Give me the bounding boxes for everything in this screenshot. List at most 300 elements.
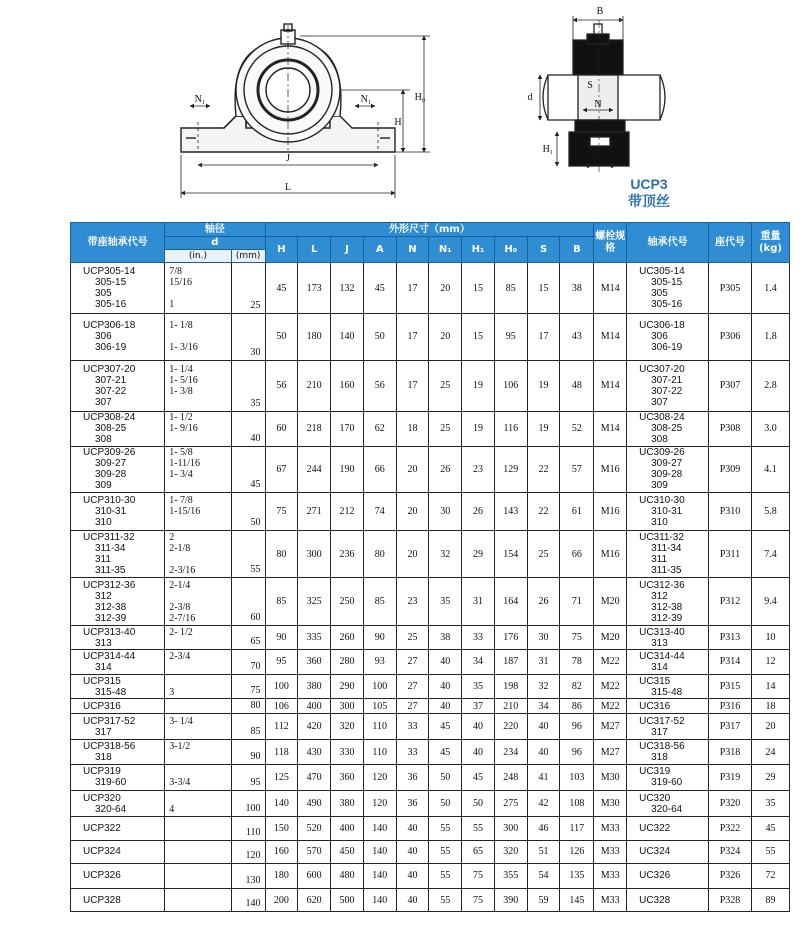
cell-line: 311 [651, 554, 668, 566]
table-row [71, 674, 790, 699]
cell-line: 2-7/16 [169, 612, 196, 624]
dim-l: 470 [298, 765, 331, 791]
dim-l: 218 [298, 411, 331, 446]
cell-line: 307 [95, 396, 112, 408]
cell-line: 4 [169, 803, 175, 815]
housing-code: P311 [709, 530, 752, 577]
dim-bolt: M22 [594, 650, 627, 675]
cell-line [169, 752, 229, 763]
label-a: A [596, 155, 604, 166]
cell-line: 1- 5/8 [169, 447, 193, 459]
dim-j: 330 [331, 740, 364, 765]
dim-l: 400 [298, 699, 331, 713]
dim-n1: 55 [429, 889, 462, 912]
cell-line: 310-31 [651, 505, 683, 517]
header-bearing-code: 轴承代号 [627, 223, 709, 263]
cell-line: UC308-24 [639, 412, 685, 424]
dim-h0: 198 [494, 674, 527, 699]
cell-line: 15/16 [169, 277, 192, 289]
dim-h0: 275 [494, 790, 527, 817]
dim-bolt: M22 [594, 699, 627, 713]
cell-line: 311 [95, 554, 111, 566]
dim-s: 19 [527, 411, 560, 446]
dim-n1: 55 [429, 863, 462, 889]
dim-j: 236 [331, 530, 364, 577]
cell-line: 1- 9/16 [169, 423, 198, 435]
dim-s: 32 [527, 674, 560, 699]
header-H0: H₀ [494, 237, 527, 263]
dim-n: 17 [396, 263, 429, 314]
label-j: J [286, 153, 290, 164]
dim-j: 140 [331, 314, 364, 360]
dim-h: 150 [265, 817, 298, 841]
bearing-code [627, 765, 709, 791]
dim-h1: 65 [462, 841, 495, 864]
dim-j: 250 [331, 578, 364, 626]
dim-l: 620 [298, 889, 331, 912]
shaft-mm: 50 [231, 493, 265, 531]
housing-code: P326 [709, 863, 752, 889]
housing-code: P319 [709, 765, 752, 791]
dim-a: 120 [363, 765, 396, 791]
cell-line [169, 870, 229, 881]
dim-h: 140 [265, 790, 298, 817]
dim-s: 42 [527, 790, 560, 817]
bearing-code [627, 841, 709, 864]
dim-a: 120 [363, 790, 396, 817]
dim-a: 62 [363, 411, 396, 446]
cell-line: 311-34 [95, 543, 126, 555]
bearing-code [627, 446, 709, 492]
dim-j: 400 [331, 817, 364, 841]
cell-line: 310-31 [95, 505, 127, 517]
weight: 7.4 [752, 530, 790, 577]
cell-line [169, 554, 229, 565]
cell-line [169, 662, 229, 673]
table-row [71, 530, 790, 577]
dim-n: 20 [396, 493, 429, 531]
dim-h0: 220 [494, 713, 527, 740]
cell-line: 7/8 [169, 266, 182, 278]
housing-code: P309 [709, 446, 752, 492]
cell-line: UC309-26 [639, 447, 685, 459]
cell-line: UCP308-24 [83, 412, 136, 424]
housing-bearing-code [71, 263, 165, 314]
dim-h1: 37 [462, 699, 495, 713]
bearing-code [627, 790, 709, 817]
dim-b: 117 [560, 817, 594, 841]
dim-bolt: M27 [594, 713, 627, 740]
table-row [71, 578, 790, 626]
shaft-mm: 25 [231, 263, 265, 314]
cell-line: UCP310-30 [83, 494, 136, 506]
weight: 9.4 [752, 578, 790, 626]
cell-line [169, 766, 229, 777]
cell-line: 3- 1/4 [169, 715, 193, 727]
dim-a: 93 [363, 650, 396, 675]
cell-line [169, 288, 229, 299]
inch-size [165, 626, 232, 650]
cell-line: UCP328 [83, 894, 121, 906]
cell-line: 314 [95, 661, 112, 673]
dim-h0: 106 [494, 360, 527, 411]
dim-n: 17 [396, 360, 429, 411]
weight: 18 [752, 699, 790, 713]
cell-line: 313 [651, 637, 668, 649]
dim-l: 325 [298, 578, 331, 626]
dim-n1: 25 [429, 360, 462, 411]
dim-n: 27 [396, 674, 429, 699]
inch-size [165, 650, 232, 675]
header-N1: N₁ [429, 237, 462, 263]
dim-n: 20 [396, 446, 429, 492]
bearing-code [627, 578, 709, 626]
dim-bolt: M30 [594, 790, 627, 817]
dim-h0: 234 [494, 740, 527, 765]
cell-line [169, 331, 229, 342]
dim-bolt: M27 [594, 740, 627, 765]
bearing-code [627, 817, 709, 841]
housing-code: P313 [709, 626, 752, 650]
table-row [71, 740, 790, 765]
cell-line: 305-15 [95, 277, 127, 289]
cell-line [169, 517, 229, 528]
cell-line [169, 727, 229, 738]
housing-bearing-code [71, 674, 165, 699]
inch-size [165, 446, 232, 492]
dim-h: 60 [265, 411, 298, 446]
header-A: A [363, 237, 396, 263]
cell-line: UC306-18 [639, 320, 685, 332]
dim-n: 18 [396, 411, 429, 446]
dim-n1: 50 [429, 765, 462, 791]
cell-line: UC319 [639, 766, 671, 778]
dim-s: 25 [527, 530, 560, 577]
dim-j: 160 [331, 360, 364, 411]
housing-code: P315 [709, 674, 752, 699]
cell-line [169, 480, 229, 491]
dim-s: 30 [527, 626, 560, 650]
inch-size [165, 314, 232, 360]
dim-h0: 210 [494, 699, 527, 713]
dim-b: 145 [560, 889, 594, 912]
cell-line [169, 638, 229, 649]
housing-code: P308 [709, 411, 752, 446]
bearing-code [627, 626, 709, 650]
dim-s: 31 [527, 650, 560, 675]
dim-bolt: M33 [594, 817, 627, 841]
dim-h0: 390 [494, 889, 527, 912]
label-b: B [596, 6, 604, 17]
dim-n: 40 [396, 841, 429, 864]
dim-b: 61 [560, 493, 594, 531]
dim-h0: 320 [494, 841, 527, 864]
dim-h: 125 [265, 765, 298, 791]
housing-code: P307 [709, 360, 752, 411]
header-housing-code: 座代号 [709, 223, 752, 263]
table-row [71, 765, 790, 791]
header-bolt: 螺栓规格 [594, 223, 627, 263]
dim-h: 200 [265, 889, 298, 912]
label-s: S [587, 80, 593, 91]
dim-h1: 40 [462, 713, 495, 740]
dim-h1: 50 [462, 790, 495, 817]
dim-n1: 20 [429, 263, 462, 314]
dim-a: 74 [363, 493, 396, 531]
dim-n: 25 [396, 626, 429, 650]
technical-drawings [0, 0, 810, 220]
dim-h1: 45 [462, 765, 495, 791]
dim-bolt: M33 [594, 863, 627, 889]
dim-n: 27 [396, 650, 429, 675]
inch-size [165, 530, 232, 577]
label-h0: H₀ [414, 92, 426, 103]
dim-n1: 35 [429, 578, 462, 626]
housing-code: P318 [709, 740, 752, 765]
dim-j: 500 [331, 889, 364, 912]
inch-size [165, 699, 232, 713]
label-h1: H₁ [542, 144, 554, 155]
housing-code: P317 [709, 713, 752, 740]
cell-line: UC305-14 [639, 266, 685, 278]
housing-bearing-code [71, 863, 165, 889]
dim-h0: 95 [494, 314, 527, 360]
cell-line: UCP307-20 [83, 363, 136, 375]
cell-line: 312-39 [651, 612, 683, 624]
cell-line: 1- 1/4 [169, 363, 193, 375]
cell-line: 309-28 [651, 469, 683, 481]
housing-code: P314 [709, 650, 752, 675]
weight: 20 [752, 713, 790, 740]
inch-size [165, 493, 232, 531]
table-row [71, 790, 790, 817]
cell-line: 307-21 [651, 374, 683, 386]
dim-s: 22 [527, 493, 560, 531]
dim-n1: 40 [429, 674, 462, 699]
shaft-mm: 110 [231, 817, 265, 841]
inch-size [165, 790, 232, 817]
dim-n: 27 [396, 699, 429, 713]
dim-h0: 300 [494, 817, 527, 841]
dim-h: 180 [265, 863, 298, 889]
dim-j: 280 [331, 650, 364, 675]
dim-h1: 34 [462, 650, 495, 675]
dim-l: 570 [298, 841, 331, 864]
cell-line: 314 [651, 661, 668, 673]
bearing-code [627, 699, 709, 713]
dim-b: 75 [560, 626, 594, 650]
dim-h1: 75 [462, 863, 495, 889]
shaft-mm: 75 [231, 674, 265, 699]
series-note: 带顶丝 [628, 193, 670, 209]
table-row [71, 650, 790, 675]
cell-line: UC314-44 [639, 650, 685, 662]
cell-line: UCP316 [83, 700, 121, 712]
cell-line: 309 [95, 480, 112, 492]
dim-s: 59 [527, 889, 560, 912]
cell-line: 1- 3/16 [169, 342, 198, 354]
cell-line: 1- 1/8 [169, 320, 193, 332]
side-view-drawing [543, 24, 665, 166]
cell-line: 1- 1/2 [169, 412, 193, 424]
cell-line [169, 793, 229, 804]
dim-b: 96 [560, 713, 594, 740]
cell-line: 307-22 [95, 385, 127, 397]
table-row [71, 626, 790, 650]
inch-size [165, 713, 232, 740]
housing-code: P328 [709, 889, 752, 912]
dim-bolt: M16 [594, 493, 627, 531]
cell-line: UCP324 [83, 846, 121, 858]
housing-bearing-code [71, 626, 165, 650]
dim-h: 118 [265, 740, 298, 765]
dim-l: 335 [298, 626, 331, 650]
dim-n: 23 [396, 578, 429, 626]
cell-line: 310 [651, 516, 668, 528]
bearing-code [627, 713, 709, 740]
weight: 10 [752, 626, 790, 650]
housing-bearing-code [71, 360, 165, 411]
housing-bearing-code [71, 765, 165, 791]
dim-n1: 45 [429, 740, 462, 765]
bearing-code [627, 360, 709, 411]
cell-line: UC318-56 [639, 741, 685, 753]
cell-line: 307-22 [651, 385, 683, 397]
dim-l: 210 [298, 360, 331, 411]
cell-line: UCP306-18 [83, 320, 136, 332]
cell-line: 3-1/2 [169, 741, 191, 753]
cell-line: 315-48 [95, 686, 127, 698]
cell-line: 305-16 [651, 299, 683, 311]
dim-n1: 38 [429, 626, 462, 650]
dim-n1: 55 [429, 817, 462, 841]
header-L: L [298, 237, 331, 263]
dim-b: 66 [560, 530, 594, 577]
table-row [71, 263, 790, 314]
inch-size [165, 863, 232, 889]
weight: 12 [752, 650, 790, 675]
inch-size [165, 740, 232, 765]
dim-h1: 15 [462, 314, 495, 360]
weight: 1.8 [752, 314, 790, 360]
cell-line: 2-3/4 [169, 650, 191, 662]
dim-n1: 45 [429, 713, 462, 740]
dim-n: 33 [396, 713, 429, 740]
bearing-code [627, 263, 709, 314]
weight: 72 [752, 863, 790, 889]
dim-s: 51 [527, 841, 560, 864]
dim-bolt: M16 [594, 530, 627, 577]
table-row [71, 360, 790, 411]
dim-h1: 55 [462, 817, 495, 841]
cell-line: 1 [169, 299, 175, 311]
bearing-code [627, 530, 709, 577]
spec-table [70, 222, 790, 912]
housing-bearing-code [71, 817, 165, 841]
cell-line: 305 [651, 288, 668, 300]
dim-n: 33 [396, 740, 429, 765]
housing-code: P306 [709, 314, 752, 360]
dim-h: 95 [265, 650, 298, 675]
cell-line: 311-34 [651, 543, 682, 555]
dim-n: 36 [396, 790, 429, 817]
dim-s: 40 [527, 740, 560, 765]
cell-line: UC310-30 [639, 494, 685, 506]
inch-size [165, 360, 232, 411]
header-d: d [165, 237, 265, 250]
housing-bearing-code [71, 713, 165, 740]
cell-line: UCP305-14 [83, 266, 136, 278]
cell-line [169, 701, 229, 712]
dim-h: 50 [265, 314, 298, 360]
housing-bearing-code [71, 650, 165, 675]
bearing-code [627, 674, 709, 699]
cell-line [169, 397, 229, 408]
header-dims: 外形尺寸（mm） [265, 223, 594, 237]
housing-code: P316 [709, 699, 752, 713]
cell-line: UC326 [639, 870, 671, 882]
dim-a: 110 [363, 740, 396, 765]
dim-b: 86 [560, 699, 594, 713]
cell-line: 311-35 [95, 565, 126, 577]
dim-l: 271 [298, 493, 331, 531]
dim-b: 103 [560, 765, 594, 791]
cell-line: 1- 3/8 [169, 385, 193, 397]
cell-line: UCP312-36 [83, 579, 136, 591]
housing-bearing-code [71, 446, 165, 492]
dim-n1: 50 [429, 790, 462, 817]
dim-a: 56 [363, 360, 396, 411]
shaft-mm: 65 [231, 626, 265, 650]
cell-line: 308-25 [651, 423, 683, 435]
bearing-code [627, 740, 709, 765]
dim-b: 57 [560, 446, 594, 492]
housing-code: P320 [709, 790, 752, 817]
cell-line [169, 846, 229, 857]
table-row [71, 889, 790, 912]
dim-h: 75 [265, 493, 298, 531]
table-row [71, 699, 790, 713]
front-view-drawing [181, 24, 395, 152]
dim-s: 15 [527, 263, 560, 314]
inch-size [165, 411, 232, 446]
cell-line: 3-3/4 [169, 777, 191, 789]
weight: 5.8 [752, 493, 790, 531]
label-h: H [394, 117, 402, 128]
dim-n: 20 [396, 530, 429, 577]
dim-b: 126 [560, 841, 594, 864]
spec-table-body [71, 263, 790, 912]
weight: 2.8 [752, 360, 790, 411]
dim-j: 190 [331, 446, 364, 492]
dim-b: 96 [560, 740, 594, 765]
bearing-code [627, 493, 709, 531]
cell-line: 320-64 [651, 803, 683, 815]
shaft-mm: 45 [231, 446, 265, 492]
dim-h: 100 [265, 674, 298, 699]
header-weight: 重量(kg) [752, 223, 790, 263]
housing-bearing-code [71, 493, 165, 531]
dim-l: 420 [298, 713, 331, 740]
cell-line: UC317-52 [639, 715, 685, 727]
dim-l: 430 [298, 740, 331, 765]
table-row [71, 841, 790, 864]
dim-h0: 116 [494, 411, 527, 446]
dim-j: 212 [331, 493, 364, 531]
dim-b: 71 [560, 578, 594, 626]
cell-line: 317 [95, 726, 112, 738]
dim-l: 600 [298, 863, 331, 889]
